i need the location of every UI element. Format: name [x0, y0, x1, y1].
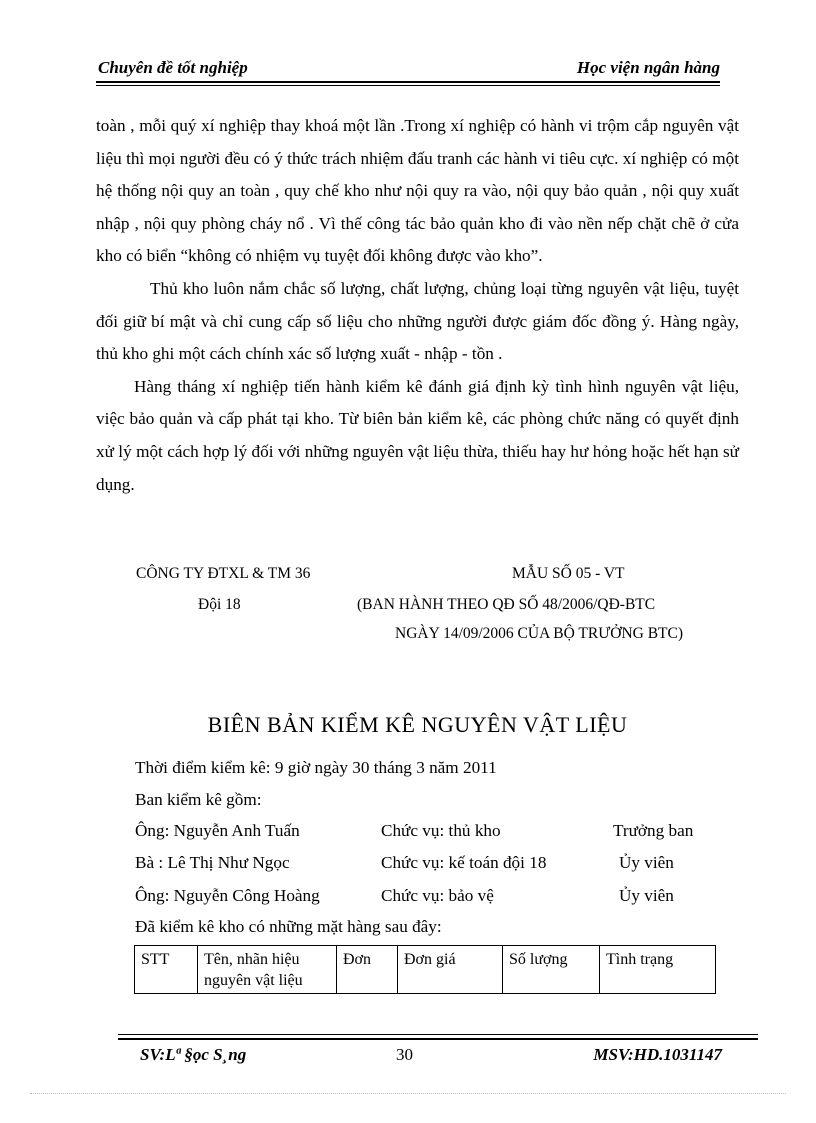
decree-line-2: NGÀY 14/09/2006 CỦA BỘ TRƯỞNG BTC) [395, 625, 684, 642]
header-rule [96, 81, 720, 83]
header-rule-thin [96, 85, 720, 86]
document-title: BIÊN BẢN KIỂM KÊ NGUYÊN VẬT LIỆU [207, 712, 628, 737]
team-name: Đội 18 [198, 596, 241, 613]
table-header-cell: Đơn giá [398, 946, 503, 994]
table-header-cell: Tên, nhãn hiệu nguyên vật liệu [198, 946, 337, 994]
member-position: Chức vụ: bảo vệ [381, 886, 494, 905]
paragraph: Thủ kho luôn nắm chắc số lượng, chất lượng, chủng loại từng nguyên vật liệu, tuyệt đối giữ bí mật và chỉ cung cấp số liệu cho những người được giám đốc đồng ý. Hàng ngày, thủ kho ghi một cách chính xác số lượng xuất - nhập - tồn . [96, 278, 739, 364]
table-header-cell: Tình trạng [600, 946, 716, 994]
inventory-time: Thời điểm kiểm kê: 9 giờ ngày 30 tháng 3 năm 2011 [135, 758, 497, 777]
page-number: 30 [396, 1045, 413, 1064]
member-role: Trưởng ban [613, 821, 694, 840]
member-role: Ủy viên [619, 853, 674, 872]
member-position: Chức vụ: kế toán đội 18 [381, 853, 547, 872]
decree-line-1: (BAN HÀNH THEO QĐ SỐ 48/2006/QĐ-BTC [357, 596, 656, 613]
company-name: CÔNG TY ĐTXL & TM 36 [136, 565, 311, 582]
table-header-cell: STT [135, 946, 198, 994]
member-role: Ủy viên [619, 886, 674, 905]
footer-student: SV:Lª §ọc S¸ng [140, 1045, 247, 1064]
member-name: Bà : Lê Thị Như Ngọc [135, 853, 290, 872]
page-bottom-divider [30, 1093, 786, 1094]
member-name: Ông: Nguyễn Công Hoàng [135, 886, 320, 905]
member-name: Ông: Nguyễn Anh Tuấn [135, 821, 300, 840]
footer-rule [118, 1038, 758, 1040]
paragraph: Hàng tháng xí nghiệp tiến hành kiểm kê đánh giá định kỳ tình hình nguyên vật liệu, việc bảo quản và cấp phát tại kho. Từ biên bản kiểm kê, các phòng chức năng có quyết định xử lý một cách hợp lý đối với những nguyên vật liệu thừa, thiếu hay hư hỏng hoặc hết hạn sử dụng. [96, 376, 739, 494]
items-intro: Đã kiểm kê kho có những mặt hàng sau đây: [135, 917, 442, 936]
table-header-cell: Số lượng [503, 946, 600, 994]
footer-rule-thin [118, 1034, 758, 1035]
body-text [96, 110, 739, 501]
paragraph: toàn , mỗi quý xí nghiệp thay khoá một lần .Trong xí nghiệp có hành vi trộm cắp nguyên vật liệu thì mọi người đều có ý thức trách nhiệm đấu tranh các hành vi tiêu cực. xí nghiệp có một hệ thống nội quy an toàn , quy chế kho như nội quy ra vào, nội quy bảo quản , nội quy xuất nhập , nội quy phòng cháy nổ . Vì thế công tác bảo quản kho đi vào nền nếp chặt chẽ ở cửa kho có biển “không có nhiệm vụ tuyệt đối không được vào kho”. [96, 116, 739, 266]
form-number: MẪU SỐ 05 - VT [512, 565, 625, 582]
footer-student-id: MSV:HD.1031147 [593, 1045, 722, 1064]
committee-label: Ban kiểm kê gồm: [135, 790, 262, 809]
header-right-title: Học viện ngân hàng [576, 58, 720, 77]
member-position: Chức vụ: thủ kho [381, 821, 501, 840]
inventory-table [134, 945, 716, 994]
table-header-cell: Đơn [337, 946, 398, 994]
header-left-title: Chuyên đề tốt nghiệp [98, 58, 248, 77]
table-header-row [135, 946, 716, 994]
